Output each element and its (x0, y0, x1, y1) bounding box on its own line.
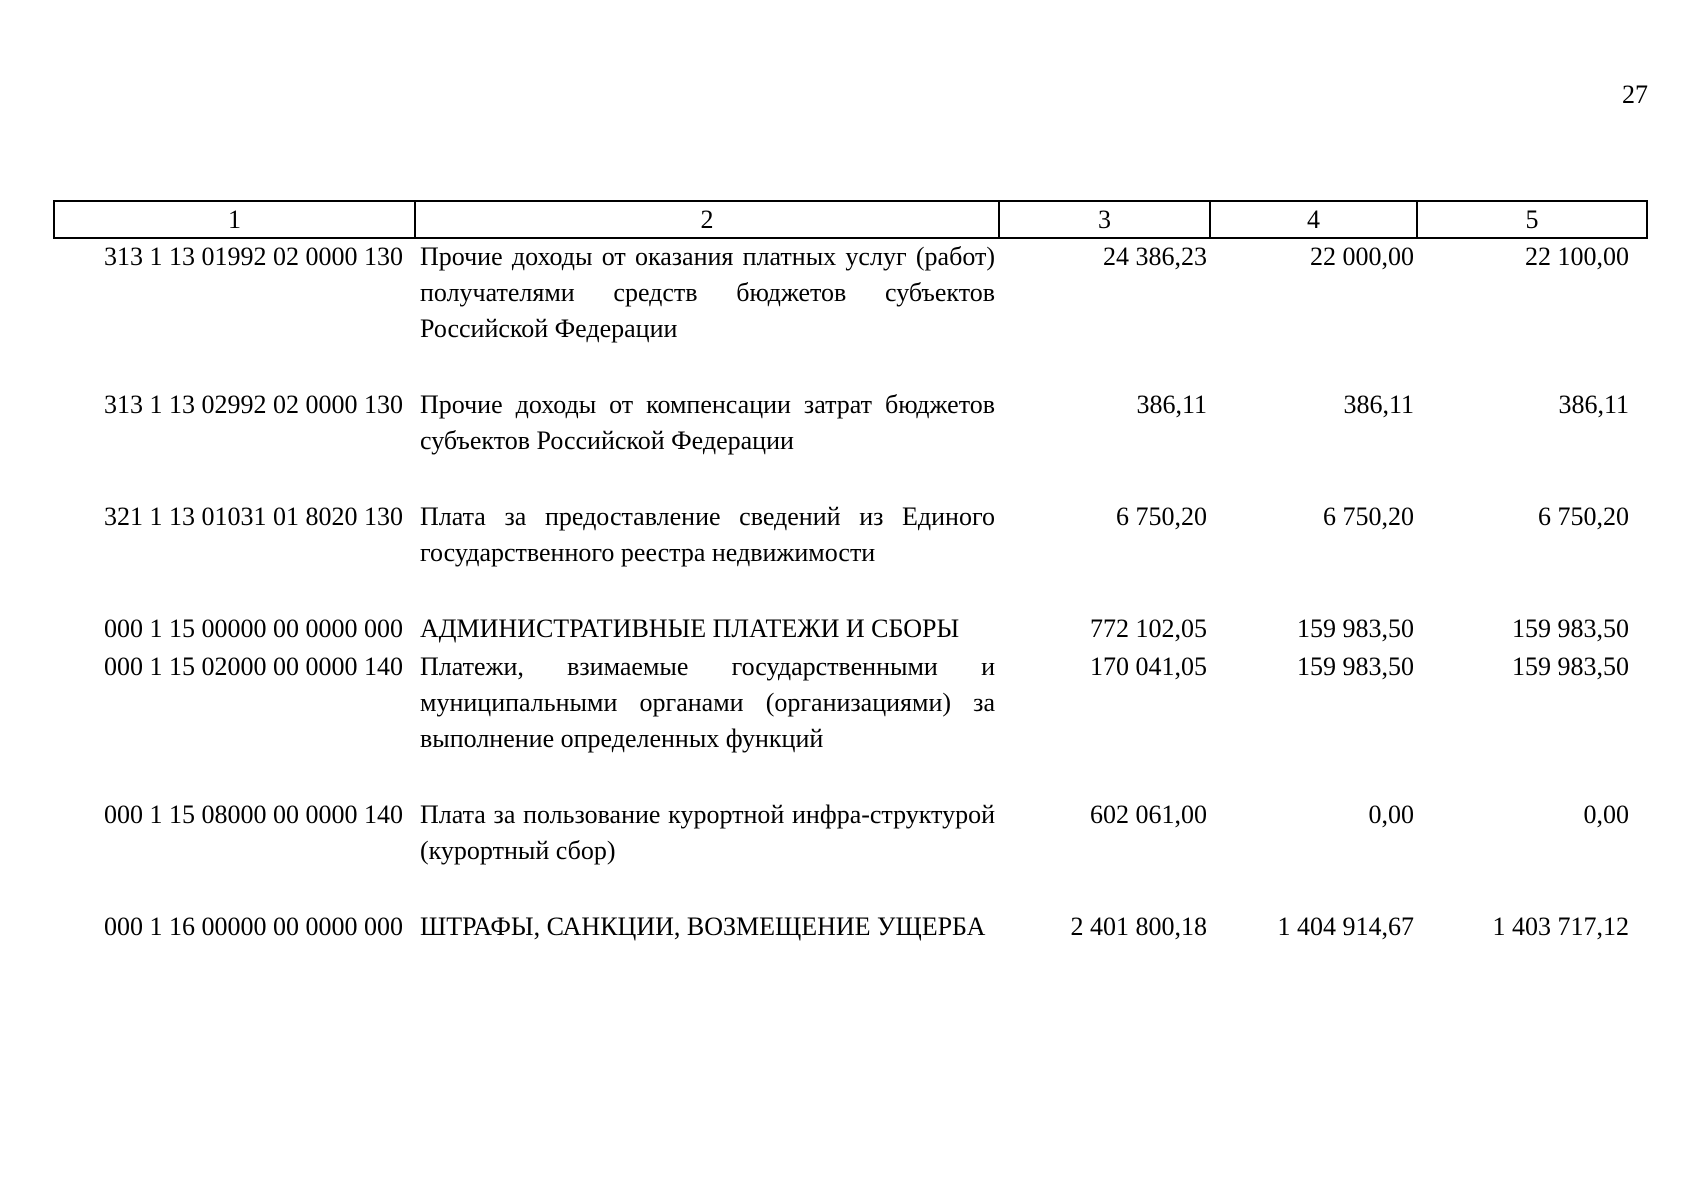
row-value-5: 159 983,50 (1512, 614, 1629, 643)
row-name: Прочие доходы от компенсации затрат бюджетов субъектов Российской Федерации (420, 390, 995, 455)
row-code: 321 1 13 01031 01 8020 130 (104, 502, 403, 531)
row-value-3: 170 041,05 (1090, 652, 1207, 681)
row-value-5: 159 983,50 (1512, 652, 1629, 681)
header-col-5: 5 (1417, 201, 1647, 238)
row-name: Прочие доходы от оказания платных услуг (работ) получателями средств бюджетов субъектов Российской Федерации (420, 242, 995, 343)
table-row (54, 649, 1647, 797)
row-value-4: 386,11 (1343, 390, 1414, 419)
header-col-4: 4 (1210, 201, 1417, 238)
table-row (54, 387, 1647, 499)
page-number: 27 (1622, 80, 1648, 109)
row-value-5: 22 100,00 (1525, 242, 1629, 271)
table-row (54, 238, 1647, 387)
row-name: ШТРАФЫ, САНКЦИИ, ВОЗМЕЩЕНИЕ УЩЕРБА (420, 912, 986, 941)
table-header (54, 201, 1647, 238)
row-code: 000 1 16 00000 00 0000 000 (104, 912, 403, 941)
row-value-3: 602 061,00 (1090, 800, 1207, 829)
budget-table (53, 200, 1648, 945)
header-col-3: 3 (999, 201, 1210, 238)
row-value-3: 772 102,05 (1090, 614, 1207, 643)
row-code: 000 1 15 02000 00 0000 140 (104, 652, 403, 681)
row-name: АДМИНИСТРАТИВНЫЕ ПЛАТЕЖИ И СБОРЫ (420, 614, 960, 643)
table-row (54, 499, 1647, 611)
row-code: 313 1 13 01992 02 0000 130 (104, 242, 403, 271)
table-row (54, 909, 1647, 945)
row-name: Плата за пользование курортной инфра-структурой (курортный сбор) (420, 800, 995, 865)
row-name: Плата за предоставление сведений из Единого государственного реестра недвижимости (420, 502, 995, 567)
row-value-5: 0,00 (1583, 800, 1629, 829)
table-row (54, 797, 1647, 909)
table-row (54, 611, 1647, 649)
row-value-3: 6 750,20 (1116, 502, 1207, 531)
row-code: 313 1 13 02992 02 0000 130 (104, 390, 403, 419)
row-value-4: 0,00 (1368, 800, 1414, 829)
row-value-5: 1 403 717,12 (1492, 912, 1629, 941)
row-value-5: 6 750,20 (1538, 502, 1629, 531)
row-name: Платежи, взимаемые государственными и муниципальными органами (организациями) за выполнение определенных функций (420, 652, 995, 753)
row-code: 000 1 15 00000 00 0000 000 (104, 614, 403, 643)
row-code: 000 1 15 08000 00 0000 140 (104, 800, 403, 829)
header-col-2: 2 (415, 201, 999, 238)
row-value-5: 386,11 (1558, 390, 1629, 419)
row-value-3: 386,11 (1136, 390, 1207, 419)
row-value-3: 24 386,23 (1103, 242, 1207, 271)
row-value-3: 2 401 800,18 (1070, 912, 1207, 941)
header-col-1: 1 (54, 201, 415, 238)
row-value-4: 22 000,00 (1310, 242, 1414, 271)
row-value-4: 1 404 914,67 (1277, 912, 1414, 941)
row-value-4: 6 750,20 (1323, 502, 1414, 531)
row-value-4: 159 983,50 (1297, 652, 1414, 681)
row-value-4: 159 983,50 (1297, 614, 1414, 643)
